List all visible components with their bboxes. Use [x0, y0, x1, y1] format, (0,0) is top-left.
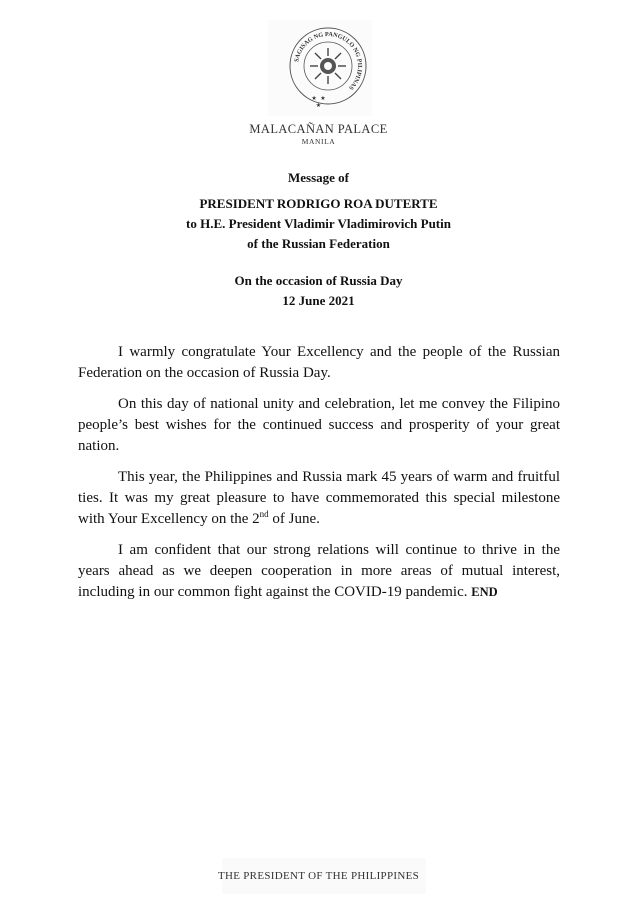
- paragraph-3: [78, 467, 560, 530]
- paragraph-4: [78, 540, 560, 603]
- seal-text: SAGISAG NG PANGULO NG PILIPINAS: [293, 30, 364, 92]
- paragraph-3-text: This year, the Philippines and Russia mark 45 years of warm and fruitful ties. It was my great pleasure to have commemorated this special milestone with Your Excellency on the 2: [78, 469, 560, 527]
- paragraph-3-tail: of June.: [268, 511, 320, 527]
- recipient-country-heading: of the Russian Federation: [247, 236, 390, 251]
- presidential-seal: [288, 26, 368, 106]
- seal-stars: ★ ★ ★: [311, 96, 327, 109]
- message-body: [78, 342, 560, 613]
- footer-title: THE PRESIDENT OF THE PHILIPPINES: [217, 870, 420, 882]
- paragraph-1: I warmly congratulate Your Excellency and the people of the Russian Federation on the occasion of Russia Day.: [78, 344, 560, 381]
- palace-city: MANILA: [301, 137, 336, 146]
- occasion-heading: On the occasion of Russia Day: [234, 273, 403, 288]
- date-heading: 12 June 2021: [282, 293, 355, 308]
- paragraph-2: On this day of national unity and celebration, let me convey the Filipino people’s best wishes for the continued success and prosperity of your great nation.: [78, 396, 560, 454]
- recipient-heading: to H.E. President Vladimir Vladimirovich Putin: [186, 216, 451, 231]
- ordinal-suffix: nd: [259, 509, 269, 519]
- sender-heading: PRESIDENT RODRIGO ROA DUTERTE: [199, 196, 438, 211]
- end-mark: END: [471, 585, 498, 599]
- message-of-heading: Message of: [287, 170, 349, 185]
- palace-name: MALACAÑAN PALACE: [249, 122, 388, 136]
- paragraph-4-text: I am confident that our strong relations will continue to thrive in the years ahead as we deepen cooperation in more areas of mutual interest, including in our common fight against the COVID-19 pandemic.: [78, 542, 560, 600]
